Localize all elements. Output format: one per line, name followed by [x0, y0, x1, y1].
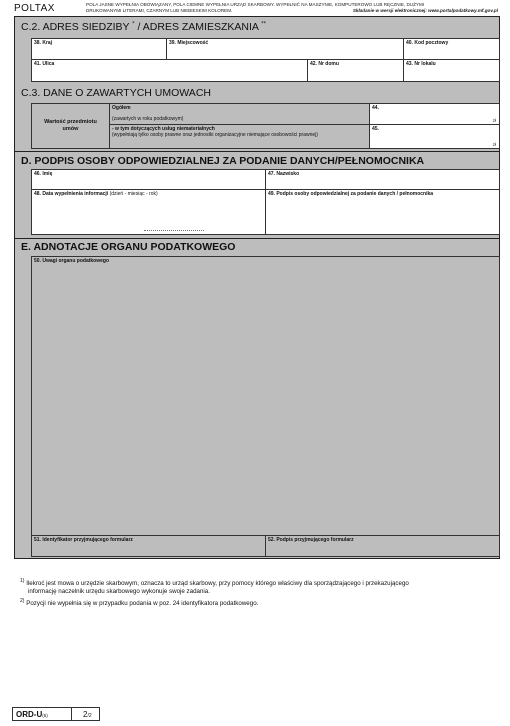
footnote-2: $^{2)}$ Pozycji nie wypełnia się w przypadku podania w poz. 24 identyfikatora podatkowego. — [20, 598, 259, 608]
form-identifier — [12, 707, 100, 721]
field-miejscowosc[interactable]: 39. Miejscowość — [166, 38, 404, 60]
field-uwagi-organu: 50. Uwagi organu podatkowego — [31, 256, 500, 536]
field-kraj[interactable]: 38. Kraj — [31, 38, 167, 60]
field-imie[interactable]: 46. Imię — [31, 169, 266, 190]
section-c3-title: C.3. DANE O ZAWARTYCH UMOWACH — [21, 87, 211, 99]
field-ulica[interactable]: 41. Ulica — [31, 59, 308, 82]
poltax-logo: POLTAX — [14, 3, 55, 14]
date-entry-line — [144, 230, 204, 231]
section-c2-title: C.2. ADRES SIEDZIBY * / ADRES ZAMIESZKANIA ** — [21, 21, 266, 33]
wartosc-label-cell: Wartość przedmiotu umów — [31, 103, 109, 149]
field-identyfikator-przyjmujacego: 51. Identyfikator przyjmującego formularz — [31, 535, 266, 557]
field-podpis-przyjmujacego: 52. Podpis przyjmującego formularz — [265, 535, 500, 557]
field-44-ogolem[interactable]: 44. zł — [369, 103, 500, 125]
field-kod-pocztowy[interactable]: 40. Kod pocztowy — [403, 38, 500, 60]
section-d-title: D. PODPIS OSOBY ODPOWIEDZIALNEJ ZA PODANIE DANYCH/PEŁNOMOCNIKA — [21, 155, 425, 167]
header-note-line2: DRUKOWANYMI LITERAMI, CZARNYM LUB NIEBIESKIM KOLOREM. — [86, 8, 233, 14]
header-instructions — [86, 2, 498, 14]
field-nr-domu[interactable]: 42. Nr domu — [307, 59, 404, 82]
field-podpis-osoby[interactable]: 49. Podpis osoby odpowiedzialnej za podanie danych / pełnomocnika — [265, 189, 500, 235]
ogolem-label-cell: Ogółem (zawartych w roku podatkowym) — [109, 103, 370, 125]
section-e-divider — [14, 238, 500, 239]
form-code: ORD-U — [16, 710, 43, 719]
w-tym-label-cell: - w tym dotyczących usług niematerialnych (wypełniają tylko osoby prawne oraz jednostki organizacyjne niemające osobowości prawnej) — [109, 124, 370, 149]
section-d-divider — [14, 151, 500, 152]
page-number: 2/2 — [83, 710, 92, 719]
field-45-w-tym[interactable]: 45. zł — [369, 124, 500, 149]
header-note-electronic: Składanie w wersji elektronicznej: www.portalpodatkowy.mf.gov.pl — [352, 8, 498, 14]
form-frame — [14, 16, 500, 559]
field-nr-lokalu[interactable]: 43. Nr lokalu — [403, 59, 500, 82]
field-data-wypelnienia[interactable]: 48. Data wypełnienia informacji (dzień - miesiąc - rok) — [31, 189, 266, 235]
section-e-title: E. ADNOTACJE ORGANU PODATKOWEGO — [21, 241, 236, 253]
footnote-1: $^{1)}$ Ilekroć jest mowa o urzędzie skarbowym, oznacza to urząd skarbowy, przy pomocy którego właściwy dla sporządzającego i przekazującego informację naczelnik urzędu skarbowego wykonuje swoje zadania. — [20, 578, 409, 596]
field-nazwisko[interactable]: 47. Nazwisko — [265, 169, 500, 190]
form-version: (5) — [42, 713, 48, 718]
header-note-line1: POLA JASNE WYPEŁNIA OBOWIĄZANY, POLA CIEMNE WYPEŁNIA URZĄD SKARBOWY. WYPEŁNIĆ NA MASZYNIE, KOMPUTEROWO LUB RĘCZNIE, DUŻYMI — [86, 2, 425, 7]
